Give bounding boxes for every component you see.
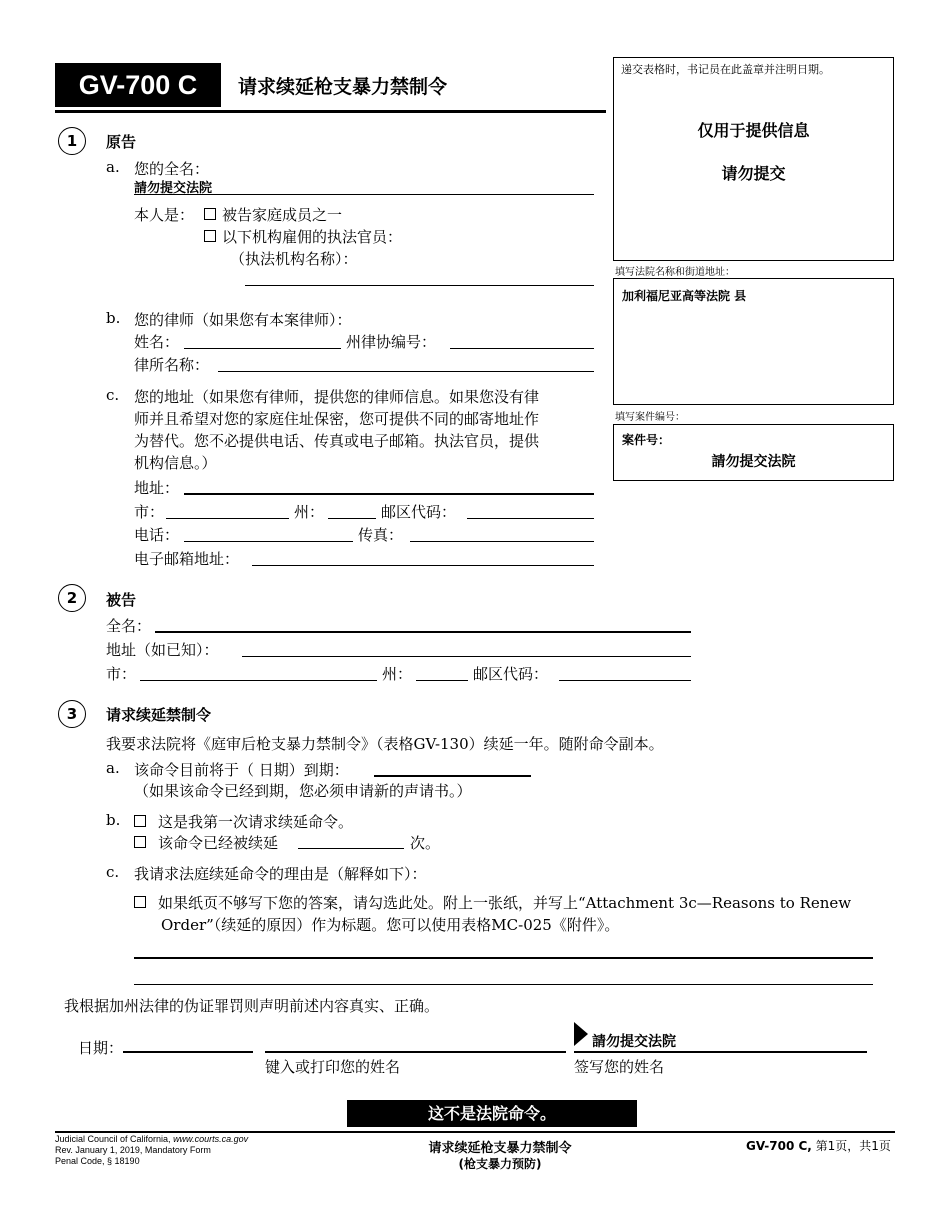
zip-line[interactable] <box>467 518 594 519</box>
date-label: 日期： <box>78 1039 124 1057</box>
signature-line[interactable] <box>574 1051 867 1053</box>
section-1-heading: 原告 <box>106 133 137 151</box>
respondent-name-label: 全名： <box>106 617 152 635</box>
signature-value[interactable]: 請勿提交法院 <box>592 1034 676 1050</box>
state-line[interactable] <box>328 518 376 519</box>
s3c-letter: c. <box>106 863 120 881</box>
s3c-text: 我请求法庭续延命令的理由是（解释如下）： <box>134 865 427 883</box>
footer-left <box>55 1134 248 1167</box>
section-2-number: 2 <box>58 584 86 612</box>
address-line[interactable] <box>184 493 594 495</box>
section-3-number: 3 <box>58 700 86 728</box>
previously-renewed-option[interactable]: 该命令已经被续延 <box>134 832 278 853</box>
previously-renewed-checkbox[interactable] <box>134 836 146 848</box>
courts-link[interactable]: www.courts.ca.gov <box>173 1134 249 1144</box>
not-court-order-banner <box>347 1100 637 1127</box>
law-officer-option[interactable]: 以下机构雇佣的执法官员： <box>204 226 402 247</box>
court-box[interactable] <box>613 278 894 405</box>
date-line[interactable] <box>123 1051 253 1053</box>
clerk-caption: 递交表格时，书记员在此盖章并注明日期。 <box>621 63 830 76</box>
form-code: GV-700 C <box>78 70 198 100</box>
respondent-address-line[interactable] <box>242 656 691 657</box>
footer-revision: Rev. January 1, 2019, Mandatory Form <box>55 1145 211 1155</box>
expiration-date-line[interactable] <box>374 775 531 777</box>
footer-page-number: 第1页，共1页 <box>811 1139 891 1153</box>
court-value: 加利福尼亚高等法院 县 <box>622 289 747 303</box>
perjury-statement: 我根据加州法律的伪证罪罚则声明前述内容真实、正确。 <box>64 997 440 1015</box>
section-3-heading: 请求续延禁制令 <box>106 706 212 724</box>
form-title: 请求续延枪支暴力禁制令 <box>238 76 448 98</box>
footer-form-code: GV-700 C, <box>746 1139 812 1153</box>
s1c-line-3: 为替代。您不必提供电话、传真或电子邮箱。执法官员，提供 <box>134 432 540 450</box>
fax-line[interactable] <box>410 541 594 542</box>
respondent-zip-line[interactable] <box>559 680 691 681</box>
city-label: 市： <box>134 503 165 521</box>
s1b-letter: b. <box>106 309 121 327</box>
banner-text: 这不是法院命令。 <box>427 1104 556 1123</box>
section-2-heading: 被告 <box>106 591 137 609</box>
s1a-letter: a. <box>106 158 120 176</box>
household-member-option[interactable]: 被告家庭成员之一 <box>204 204 342 225</box>
agency-label: （执法机构名称）： <box>230 250 358 268</box>
s1c-line-2: 师并且希望对您的家庭住址保密，您可提供不同的邮寄地址作 <box>134 410 540 428</box>
print-name-line[interactable] <box>265 1051 566 1053</box>
plaintiff-name-value[interactable]: 請勿提交法院 <box>134 181 213 196</box>
renewal-count-line[interactable] <box>298 848 404 849</box>
signature-arrow-icon <box>574 1022 588 1046</box>
agency-line[interactable] <box>245 285 594 286</box>
s3a-text: 该命令目前将于（ 日期）到期： <box>134 761 349 779</box>
footer-subtitle: (枪支暴力预防) <box>458 1157 542 1171</box>
respondent-city-line[interactable] <box>140 680 377 681</box>
respondent-name-line[interactable] <box>155 631 691 633</box>
respondent-city-label: 市： <box>106 665 137 683</box>
renewal-count-suffix: 次。 <box>410 834 441 852</box>
footer-title: 请求续延枪支暴力禁制令 <box>428 1141 572 1156</box>
first-renewal-option[interactable]: 这是我第一次请求续延命令。 <box>134 811 353 832</box>
info-only-text: 仅用于提供信息 <box>697 121 810 140</box>
household-member-checkbox[interactable] <box>204 208 216 220</box>
attachment-option-line-2: Order”（续延的原因）作为标题。您可以使用表格MC-025《附件》。 <box>161 916 620 934</box>
s1c-line-4: 机构信息。） <box>134 454 217 472</box>
court-label: 填写法院名称和街道地址： <box>615 267 735 278</box>
firm-name-label: 律所名称： <box>134 356 210 374</box>
clerk-stamp-box <box>613 57 894 261</box>
reasons-line-2[interactable] <box>134 984 873 985</box>
fax-label: 传真： <box>358 526 404 544</box>
respondent-zip-label: 邮区代码： <box>473 665 549 683</box>
case-label: 填写案件编号： <box>615 412 685 423</box>
case-number-box[interactable] <box>613 424 894 481</box>
law-officer-checkbox[interactable] <box>204 230 216 242</box>
print-name-caption: 键入或打印您的姓名 <box>265 1058 401 1076</box>
address-label: 地址： <box>134 479 180 497</box>
email-line[interactable] <box>252 565 594 566</box>
case-number-value: 請勿提交法院 <box>711 454 796 470</box>
reasons-line-1[interactable] <box>134 957 873 959</box>
signature-caption: 签写您的姓名 <box>574 1058 665 1076</box>
state-label: 州： <box>294 503 325 521</box>
phone-label: 电话： <box>134 526 180 544</box>
case-number-label: 案件号： <box>622 433 671 447</box>
city-line[interactable] <box>166 518 289 519</box>
section-3-intro: 我要求法院将《庭审后枪支暴力禁制令》（表格GV-130）续延一年。随附命令副本。 <box>106 735 664 753</box>
s1b-label: 您的律师（如果您有本案律师）： <box>134 311 352 329</box>
email-label: 电子邮箱地址： <box>134 550 240 568</box>
firm-name-line[interactable] <box>218 371 594 372</box>
s1c-line-1: 您的地址（如果您有律师，提供您的律师信息。如果您没有律 <box>134 388 540 406</box>
respondent-state-label: 州： <box>382 665 413 683</box>
attachment-checkbox[interactable] <box>134 896 146 908</box>
phone-line[interactable] <box>184 541 353 542</box>
form-code-box <box>55 63 221 107</box>
do-not-file-text: 请勿提交 <box>721 164 786 183</box>
plaintiff-name-line <box>134 194 594 195</box>
section-1-number: 1 <box>58 127 86 155</box>
s3a-note: （如果该命令已经到期，您必须申请新的声请书。） <box>134 782 472 800</box>
i-am-label: 本人是： <box>134 206 195 224</box>
attorney-name-line[interactable] <box>184 348 341 349</box>
respondent-address-label: 地址（如已知）： <box>106 641 219 659</box>
attachment-option[interactable]: 如果纸页不够写下您的答案，请勾选此处。附上一张纸，并写上“Attachment 3c—Reasons to Renew <box>134 892 851 913</box>
attorney-name-label: 姓名： <box>134 333 180 351</box>
s3b-letter: b. <box>106 811 121 829</box>
footer-rule <box>55 1131 895 1133</box>
s1c-letter: c. <box>106 386 120 404</box>
s1a-label: 您的全名： <box>134 160 210 178</box>
bar-number-label: 州律协编号： <box>346 333 437 351</box>
bar-number-line[interactable] <box>450 348 594 349</box>
s3a-letter: a. <box>106 759 120 777</box>
footer-page-info <box>746 1137 891 1154</box>
first-renewal-checkbox[interactable] <box>134 815 146 827</box>
footer-publisher: Judicial Council of California, www.courts.ca.gov <box>55 1134 249 1144</box>
header-rule <box>55 110 606 113</box>
zip-label: 邮区代码： <box>381 503 457 521</box>
respondent-state-line[interactable] <box>416 680 468 681</box>
footer-statute: Penal Code, § 18190 <box>55 1156 140 1166</box>
